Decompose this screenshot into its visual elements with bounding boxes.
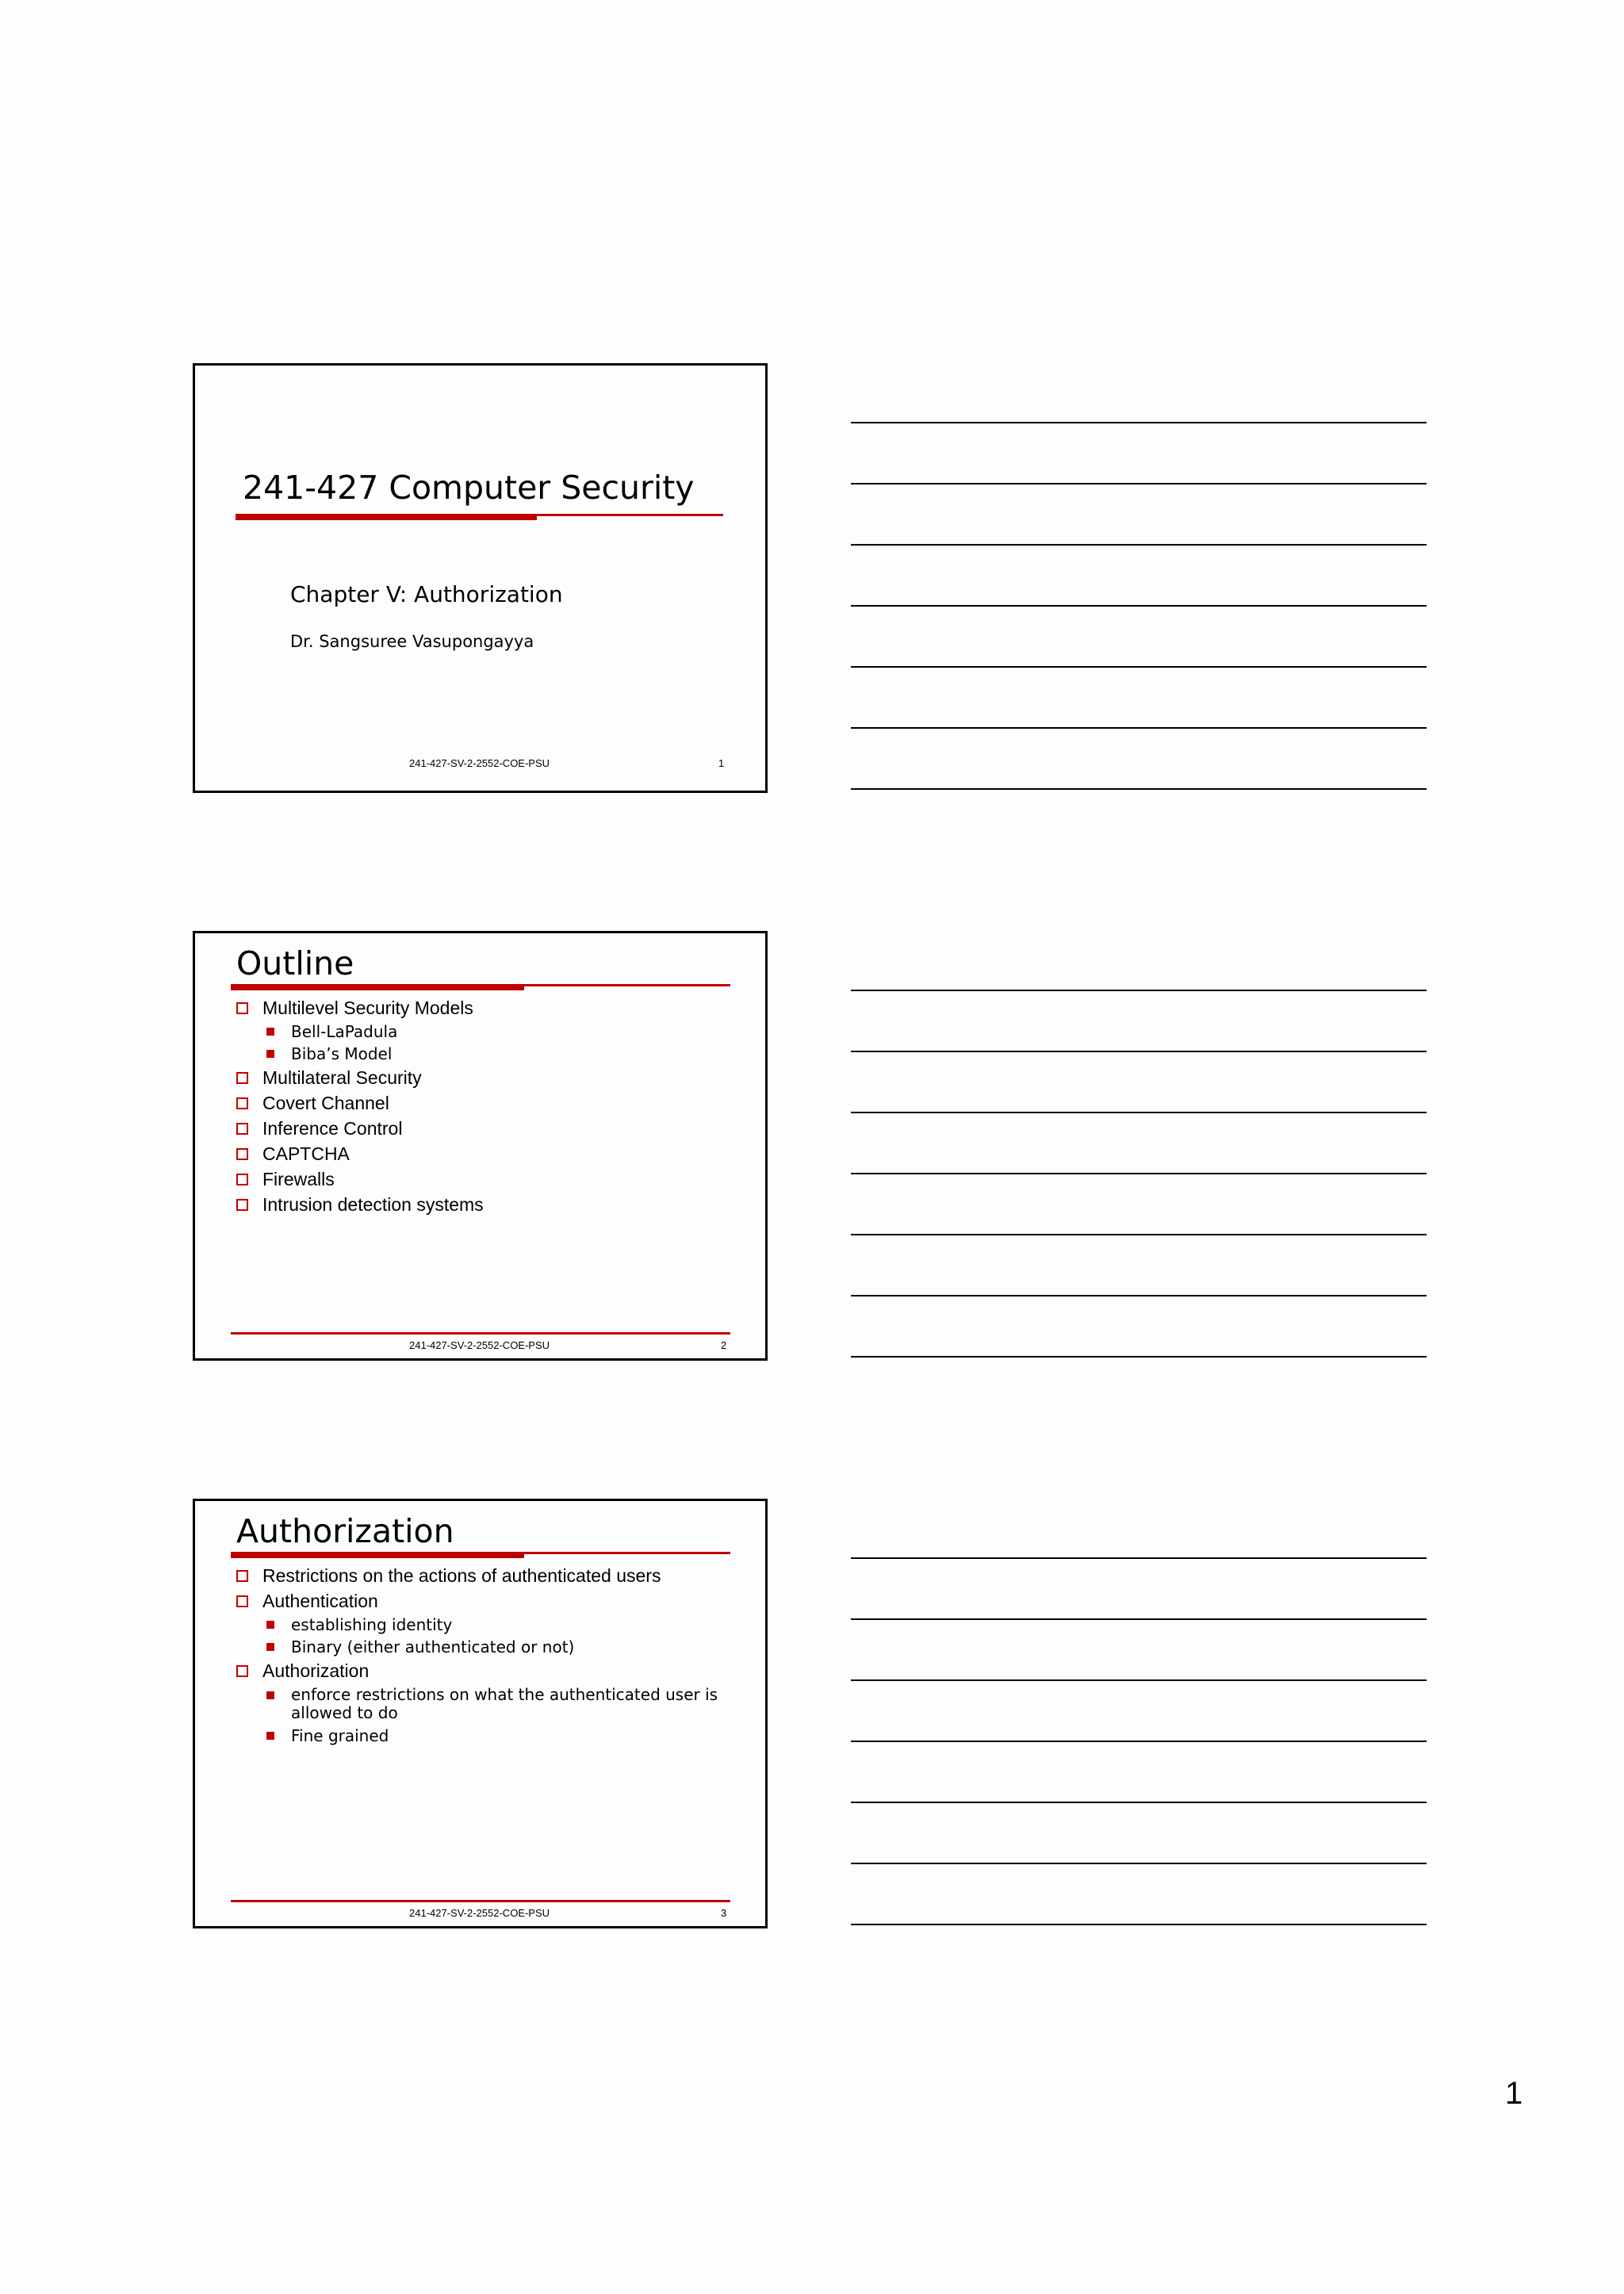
- hollow-square-bullet-icon: [236, 1665, 248, 1677]
- slide-footer: [195, 1907, 765, 1926]
- hollow-square-bullet-icon: [236, 1174, 248, 1185]
- hollow-square-bullet-icon: [236, 1097, 248, 1109]
- note-line: [851, 483, 1427, 484]
- list-item-text: Binary (either authenticated or not): [291, 1637, 575, 1656]
- note-line: [851, 1295, 1427, 1296]
- list-item: [236, 1683, 744, 1725]
- list-item: [236, 1192, 744, 1217]
- hollow-square-bullet-icon: [236, 1148, 248, 1160]
- list-item: [236, 1588, 744, 1614]
- note-line: [851, 1173, 1427, 1174]
- note-line: [851, 666, 1427, 668]
- list-item-text: Restrictions on the actions of authenticated users: [262, 1565, 661, 1586]
- note-line: [851, 1741, 1427, 1742]
- hollow-square-bullet-icon: [236, 1123, 248, 1135]
- footer-rule: [231, 1900, 730, 1902]
- footer-text: 241-427-SV-2-2552-COE-PSU: [409, 1339, 550, 1351]
- hollow-square-bullet-icon: [236, 1570, 248, 1582]
- slide-title: Outline: [236, 944, 354, 982]
- note-line: [851, 727, 1427, 729]
- filled-square-bullet-icon: [266, 1732, 274, 1740]
- slide-number: 2: [721, 1339, 727, 1351]
- list-item: [236, 1725, 744, 1747]
- list-item: [236, 1636, 744, 1658]
- note-line: [851, 422, 1427, 423]
- list-item: [236, 1065, 744, 1090]
- note-line: [851, 1863, 1427, 1864]
- note-line: [851, 990, 1427, 991]
- list-item-text: Multilateral Security: [262, 1067, 422, 1088]
- filled-square-bullet-icon: [266, 1050, 274, 1058]
- slide-number: 1: [718, 757, 725, 769]
- list-item-text: Fine grained: [291, 1726, 389, 1745]
- slide-3: [193, 1499, 768, 1928]
- footer-text: 241-427-SV-2-2552-COE-PSU: [409, 757, 550, 769]
- list-item: [236, 1614, 744, 1636]
- slide-footer: [195, 757, 765, 776]
- list-item: [236, 1021, 744, 1043]
- note-line: [851, 1234, 1427, 1235]
- title-underline-accent: [231, 1552, 524, 1558]
- note-line: [851, 1618, 1427, 1620]
- list-item-text: Authentication: [262, 1591, 378, 1611]
- title-underline-accent: [231, 984, 524, 990]
- slide-2: [193, 931, 768, 1361]
- list-item-text: Bell-LaPadula: [291, 1022, 398, 1041]
- list-item: [236, 1043, 744, 1065]
- filled-square-bullet-icon: [266, 1028, 274, 1036]
- list-item-text: CAPTCHA: [262, 1143, 350, 1164]
- note-line: [851, 1557, 1427, 1559]
- list-item-text: enforce restrictions on what the authenticated user is allowed to do: [291, 1685, 718, 1722]
- footer-text: 241-427-SV-2-2552-COE-PSU: [409, 1907, 550, 1919]
- list-item: [236, 1166, 744, 1192]
- hollow-square-bullet-icon: [236, 1072, 248, 1084]
- list-item: [236, 995, 744, 1021]
- slide-1: [193, 363, 768, 793]
- list-item: [236, 1116, 744, 1141]
- slide-number: 3: [721, 1907, 727, 1919]
- list-item-text: Firewalls: [262, 1169, 335, 1189]
- slide-title: Authorization: [236, 1512, 454, 1550]
- note-line: [851, 1802, 1427, 1803]
- page-number: 1: [1505, 2076, 1523, 2111]
- note-line: [851, 1112, 1427, 1113]
- bullet-list: [236, 1563, 744, 1747]
- list-item-text: Biba’s Model: [291, 1044, 393, 1063]
- note-line: [851, 788, 1427, 790]
- note-line: [851, 1356, 1427, 1358]
- slide-footer: [195, 1339, 765, 1358]
- list-item-text: establishing identity: [291, 1615, 453, 1634]
- hollow-square-bullet-icon: [236, 1199, 248, 1211]
- title-underline-accent: [236, 515, 537, 520]
- list-item-text: Inference Control: [262, 1118, 403, 1139]
- note-line: [851, 605, 1427, 607]
- list-item: [236, 1141, 744, 1166]
- list-item-text: Intrusion detection systems: [262, 1194, 484, 1215]
- hollow-square-bullet-icon: [236, 1002, 248, 1014]
- filled-square-bullet-icon: [266, 1691, 274, 1699]
- note-line: [851, 544, 1427, 546]
- slide-author: Dr. Sangsuree Vasupongayya: [290, 632, 534, 651]
- list-item: [236, 1658, 744, 1683]
- list-item-text: Authorization: [262, 1660, 370, 1681]
- footer-rule: [231, 1332, 730, 1335]
- filled-square-bullet-icon: [266, 1621, 274, 1629]
- bullet-list: [236, 995, 744, 1217]
- hollow-square-bullet-icon: [236, 1595, 248, 1607]
- list-item-text: Multilevel Security Models: [262, 998, 473, 1018]
- list-item: [236, 1090, 744, 1116]
- list-item: [236, 1563, 744, 1588]
- note-line: [851, 1924, 1427, 1925]
- list-item-text: Covert Channel: [262, 1093, 389, 1113]
- slide-subtitle: Chapter V: Authorization: [290, 581, 563, 607]
- slide-title: 241-427 Computer Security: [243, 469, 695, 507]
- note-line: [851, 1679, 1427, 1681]
- filled-square-bullet-icon: [266, 1643, 274, 1651]
- note-line: [851, 1051, 1427, 1052]
